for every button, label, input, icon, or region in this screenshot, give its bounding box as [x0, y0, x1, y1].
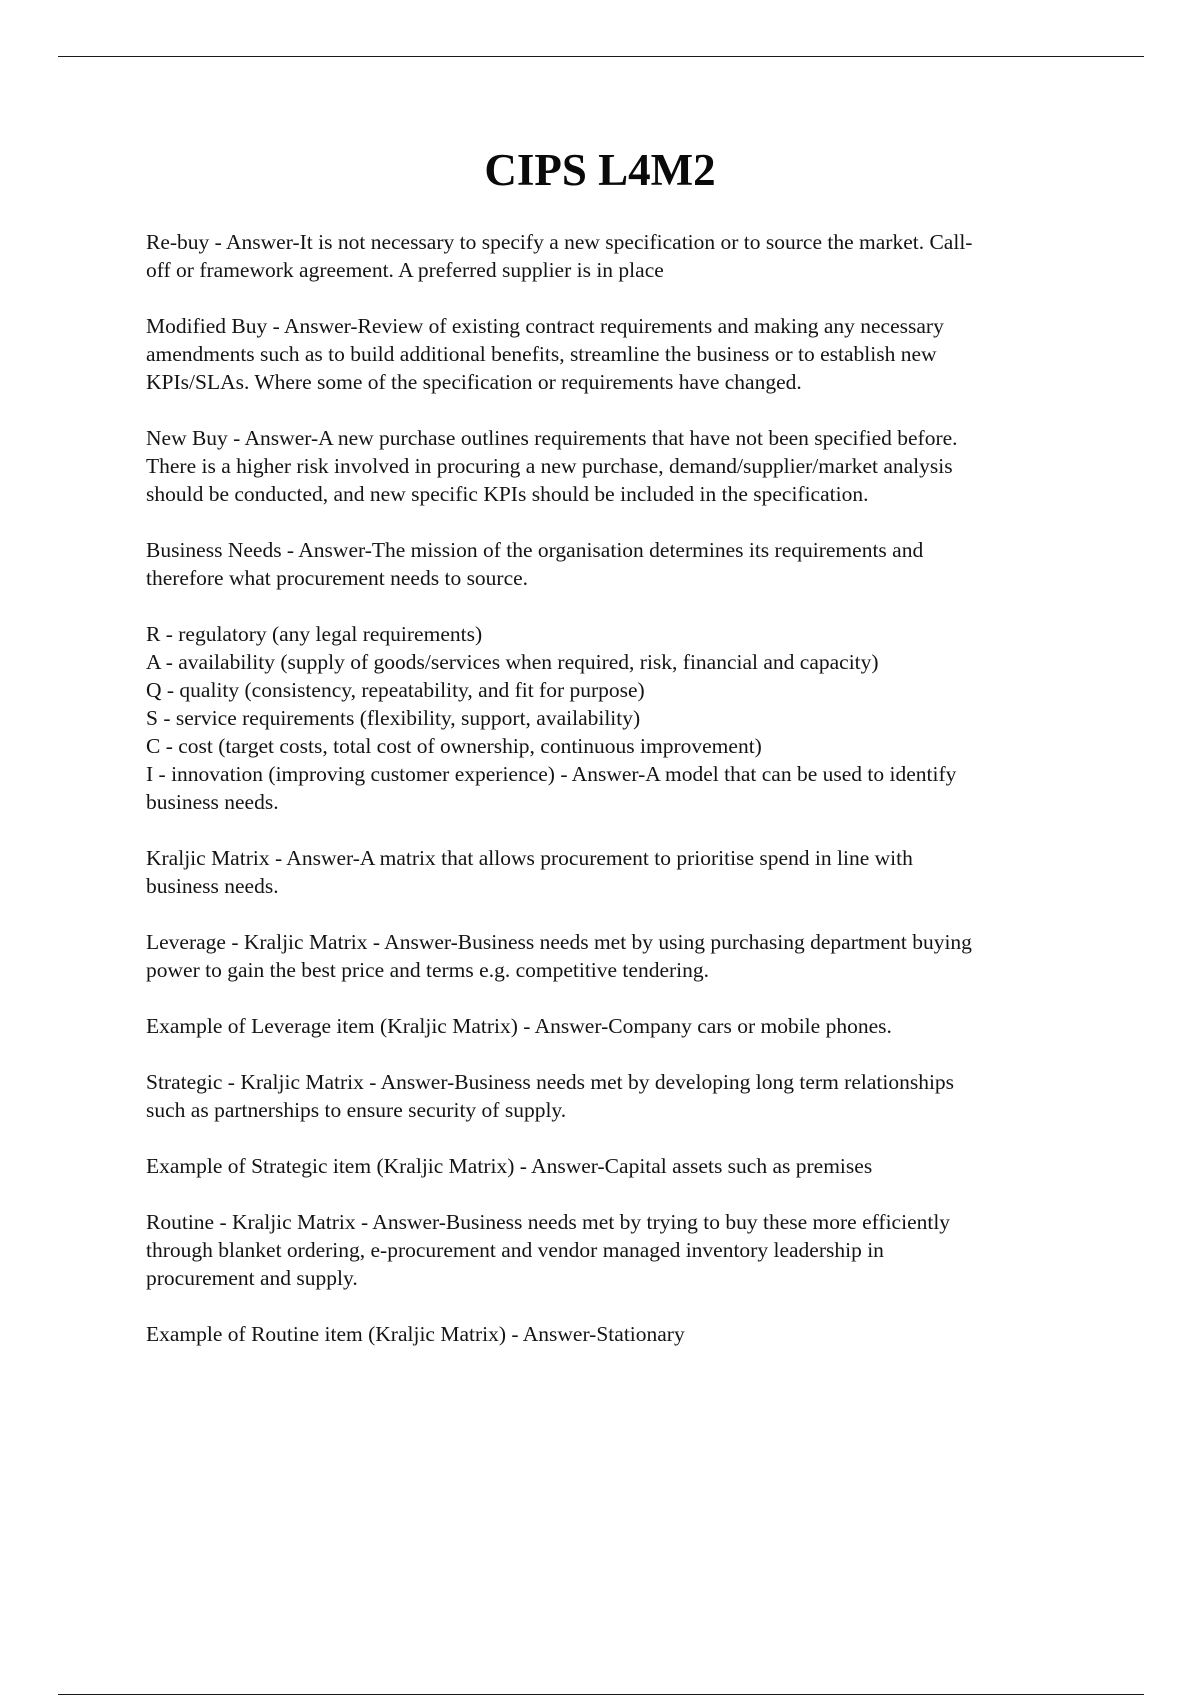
- qa-entry: [146, 1320, 1086, 1348]
- entry-text-line: S - service requirements (flexibility, support, availability): [146, 706, 641, 730]
- qa-entry: [146, 312, 1086, 396]
- entry-text-line: amendments such as to build additional benefits, streamline the business or to establish new: [146, 342, 937, 366]
- document-body: [146, 228, 1086, 1376]
- entry-text-line: New Buy - Answer-A new purchase outlines requirements that have not been specified before.: [146, 426, 958, 450]
- entry-text-line: should be conducted, and new specific KPIs should be included in the specification.: [146, 482, 869, 506]
- qa-entry: [146, 424, 1086, 508]
- entry-text-line: such as partnerships to ensure security of supply.: [146, 1098, 567, 1122]
- entry-text-line: business needs.: [146, 790, 279, 814]
- qa-entry: [146, 1012, 1086, 1040]
- entry-text-line: business needs.: [146, 874, 279, 898]
- bottom-divider: [58, 1694, 1144, 1695]
- qa-entry: [146, 620, 1086, 816]
- top-divider: [58, 56, 1144, 57]
- qa-entry: [146, 844, 1086, 900]
- entry-text-line: C - cost (target costs, total cost of ownership, continuous improvement): [146, 734, 762, 758]
- entry-text-line: A - availability (supply of goods/services when required, risk, financial and capacity): [146, 650, 879, 674]
- entry-text-line: Leverage - Kraljic Matrix - Answer-Business needs met by using purchasing department buying: [146, 930, 972, 954]
- entry-text-line: Q - quality (consistency, repeatability, and fit for purpose): [146, 678, 645, 702]
- qa-entry: [146, 928, 1086, 984]
- entry-text-line: Example of Strategic item (Kraljic Matrix) - Answer-Capital assets such as premises: [146, 1154, 873, 1178]
- qa-entry: [146, 1068, 1086, 1124]
- entry-text-line: There is a higher risk involved in procuring a new purchase, demand/supplier/market analysis: [146, 454, 953, 478]
- entry-text-line: KPIs/SLAs. Where some of the specification or requirements have changed.: [146, 370, 802, 394]
- entry-text-line: Kraljic Matrix - Answer-A matrix that allows procurement to prioritise spend in line with: [146, 846, 913, 870]
- entry-text-line: off or framework agreement. A preferred supplier is in place: [146, 258, 664, 282]
- entry-text-line: Example of Routine item (Kraljic Matrix) - Answer-Stationary: [146, 1322, 685, 1346]
- entry-text-line: power to gain the best price and terms e.g. competitive tendering.: [146, 958, 709, 982]
- qa-entry: [146, 1152, 1086, 1180]
- page-title: CIPS L4M2: [484, 145, 716, 195]
- entry-text-line: Routine - Kraljic Matrix - Answer-Business needs met by trying to buy these more efficiently: [146, 1210, 951, 1234]
- entry-text-line: Strategic - Kraljic Matrix - Answer-Business needs met by developing long term relationships: [146, 1070, 955, 1094]
- entry-text-line: through blanket ordering, e-procurement and vendor managed inventory leadership in: [146, 1238, 884, 1262]
- entry-text-line: I - innovation (improving customer experience) - Answer-A model that can be used to identify: [146, 762, 957, 786]
- qa-entry: [146, 228, 1086, 284]
- entry-text-line: Business Needs - Answer-The mission of the organisation determines its requirements and: [146, 538, 924, 562]
- qa-entry: [146, 536, 1086, 592]
- entry-text-line: Example of Leverage item (Kraljic Matrix) - Answer-Company cars or mobile phones.: [146, 1014, 892, 1038]
- entry-text-line: Re-buy - Answer-It is not necessary to specify a new specification or to source the market. Call-: [146, 230, 973, 254]
- entry-text-line: therefore what procurement needs to source.: [146, 566, 529, 590]
- entry-text-line: Modified Buy - Answer-Review of existing contract requirements and making any necessary: [146, 314, 944, 338]
- entry-text-line: R - regulatory (any legal requirements): [146, 622, 483, 646]
- entry-text-line: procurement and supply.: [146, 1266, 358, 1290]
- qa-entry: [146, 1208, 1086, 1292]
